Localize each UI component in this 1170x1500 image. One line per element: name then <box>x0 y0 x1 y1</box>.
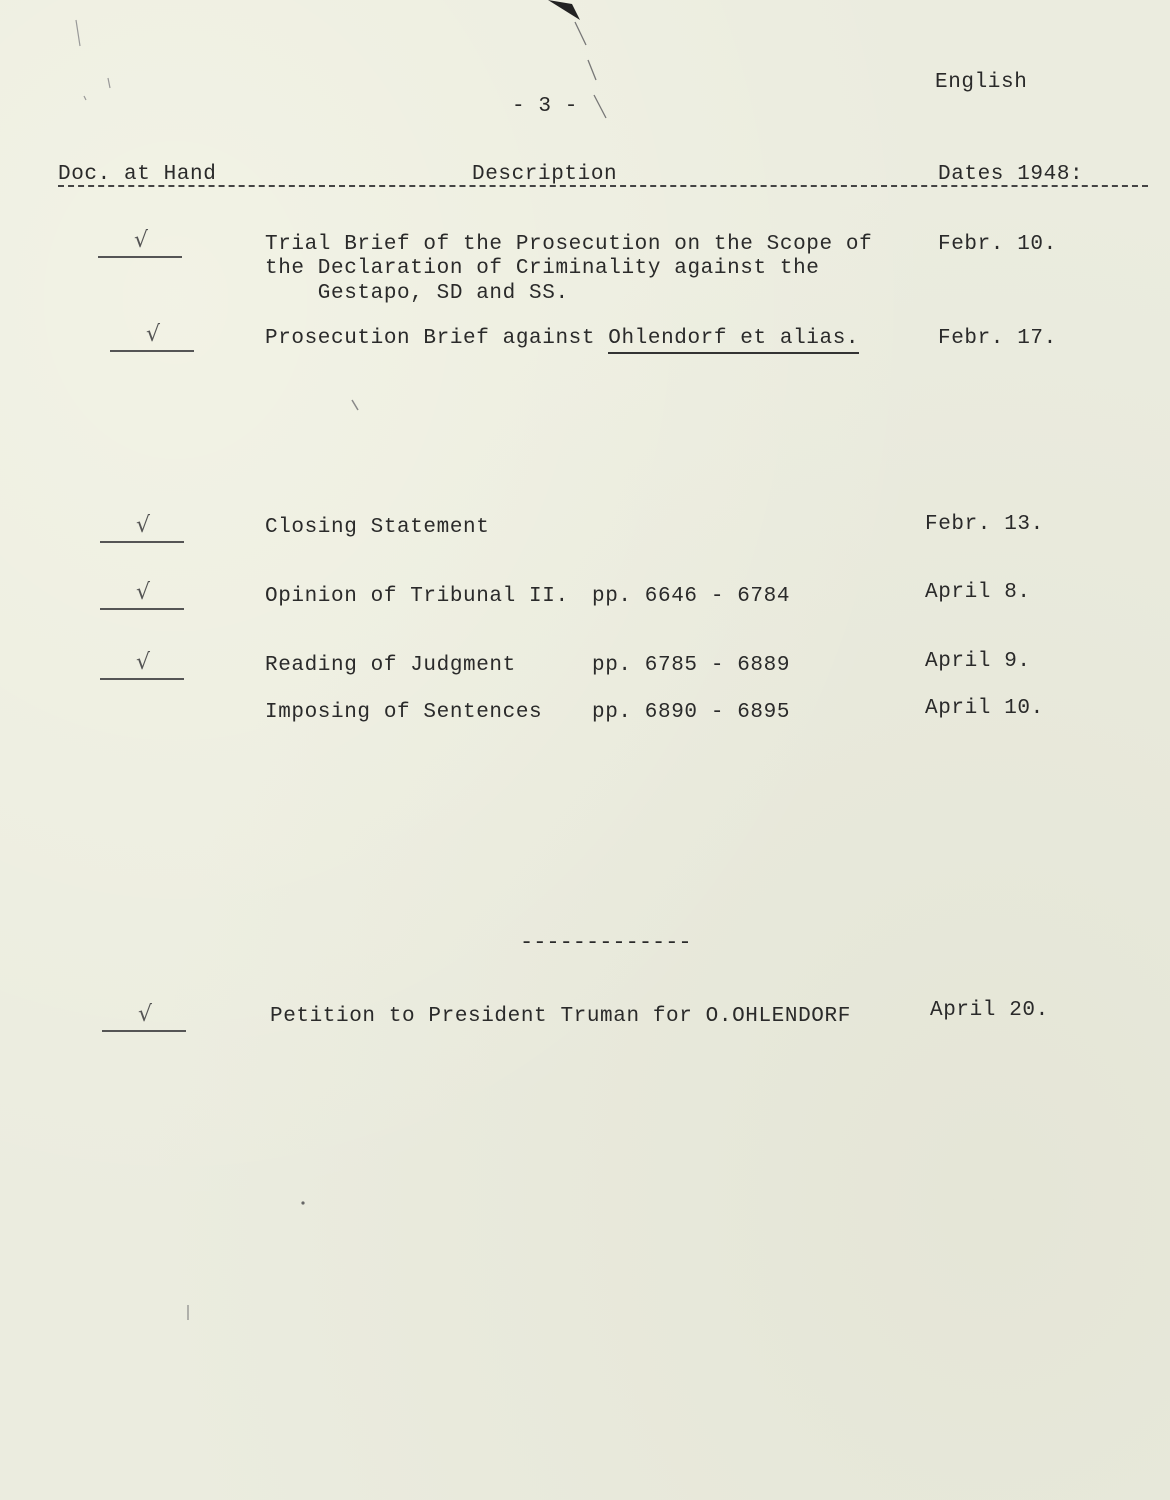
language-label: English <box>935 71 1028 94</box>
entry-2-text <box>265 326 859 351</box>
entry-6-text: Imposing of Sentences <box>265 701 543 724</box>
check-line <box>100 678 184 680</box>
entry-1-line-2: the Declaration of Criminality against the <box>265 257 820 280</box>
entry-5-text: Reading of Judgment <box>265 654 516 677</box>
check-mark-entry-7 <box>102 1002 186 1032</box>
check-icon: √ <box>134 228 149 253</box>
entry-1-date: Febr. 10. <box>938 233 1057 256</box>
entry-7-date: April 20. <box>930 999 1049 1022</box>
column-heading-doc: Doc. at Hand <box>58 163 217 186</box>
entry-1-line-1: Trial Brief of the Prosecution on the Scope of <box>265 233 873 256</box>
entry-2-date: Febr. 17. <box>938 327 1057 350</box>
entry-1-line-3: Gestapo, SD and SS. <box>265 282 569 305</box>
check-icon: √ <box>146 322 161 347</box>
check-mark-entry-2 <box>110 322 194 352</box>
column-heading-description: Description <box>472 163 618 186</box>
entry-7-text: Petition to President Truman for O.OHLENDORF <box>270 1005 851 1028</box>
entry-6-date: April 10. <box>925 697 1044 720</box>
check-mark-entry-5 <box>100 650 184 680</box>
entry-5-pages: pp. 6785 - 6889 <box>592 654 791 677</box>
check-mark-entry-4 <box>100 580 184 610</box>
check-mark-entry-3 <box>100 513 184 543</box>
check-line <box>110 350 194 352</box>
check-mark-entry-1 <box>98 228 182 258</box>
column-heading-dates: Dates 1948: <box>938 163 1084 186</box>
check-icon: √ <box>138 1002 153 1027</box>
entry-5-date: April 9. <box>925 650 1031 673</box>
header-rule <box>58 185 1148 187</box>
entry-3-date: Febr. 13. <box>925 513 1044 536</box>
check-line <box>98 256 182 258</box>
entry-2-text-prefix: Prosecution Brief against <box>265 327 609 350</box>
entry-6-pages: pp. 6890 - 6895 <box>592 701 791 724</box>
entry-3-text: Closing Statement <box>265 516 490 539</box>
page-number: - 3 - <box>512 95 579 118</box>
check-line <box>100 541 184 543</box>
check-icon: √ <box>136 650 151 675</box>
check-icon: √ <box>136 580 151 605</box>
entry-4-date: April 8. <box>925 581 1031 604</box>
section-separator: ------------- <box>520 930 692 955</box>
check-icon: √ <box>136 513 151 538</box>
entry-4-pages: pp. 6646 - 6784 <box>592 585 791 608</box>
check-line <box>102 1030 186 1032</box>
entry-2-underlined-name: Ohlendorf et alias. <box>608 327 859 354</box>
entry-4-text: Opinion of Tribunal II. <box>265 585 569 608</box>
check-line <box>100 608 184 610</box>
